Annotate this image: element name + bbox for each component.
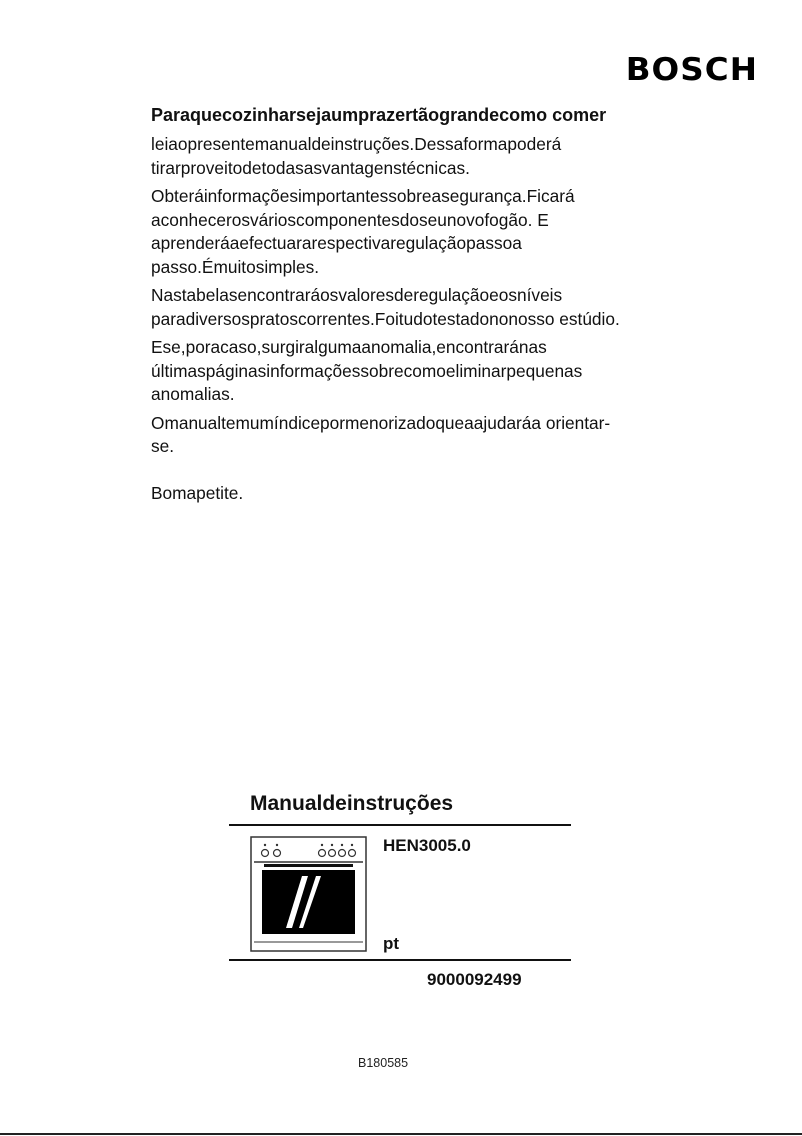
intro-headline: Paraquecozinharsejaumprazertãograndecomo comer	[151, 105, 607, 125]
intro-paragraph-4: Ese,poracaso,surgiralgumaanomalia,encontraránas últimaspáginasinformaçõessobrecomoeliminarpequenas anomalias.	[151, 337, 583, 404]
document-number: 9000092499	[427, 970, 522, 989]
title-divider-top	[229, 824, 571, 826]
title-divider-bottom	[229, 959, 571, 961]
model-number: HEN3005.0	[383, 836, 471, 855]
intro-closing: Bomapetite.	[151, 482, 244, 503]
intro-paragraph-3: Nastabelasencontraráosvaloresderegulaçãoeosníveis paradiversospratoscorrentes.Foitudotestadononosso estúdio.	[151, 285, 620, 329]
intro-text-block	[151, 102, 631, 510]
manual-title: Manualdeinstruções	[250, 792, 454, 815]
intro-paragraph-5: Omanualtemumíndicepormenorizadoqueaajudaráa orientar-se.	[151, 412, 611, 456]
bosch-logo: BOSCH	[625, 52, 758, 88]
intro-paragraph-2: Obteráinformaçõesimportantessobreasegurança.Ficará aconhecerosvárioscomponentesdoseunovofogão. E aprenderáaefectuararespectivaregulaçãopassoa passo.Émuitosimples.	[151, 186, 575, 277]
page-bottom-rule	[0, 1133, 802, 1135]
oven-illustration-icon	[250, 836, 367, 952]
print-reference: B180585	[358, 1056, 409, 1070]
language-code: pt	[383, 934, 400, 953]
intro-paragraph-1: leiaopresentemanualdeinstruções.Dessaformapoderá tirarproveitodetodasasvantagenstécnicas.	[151, 134, 562, 178]
